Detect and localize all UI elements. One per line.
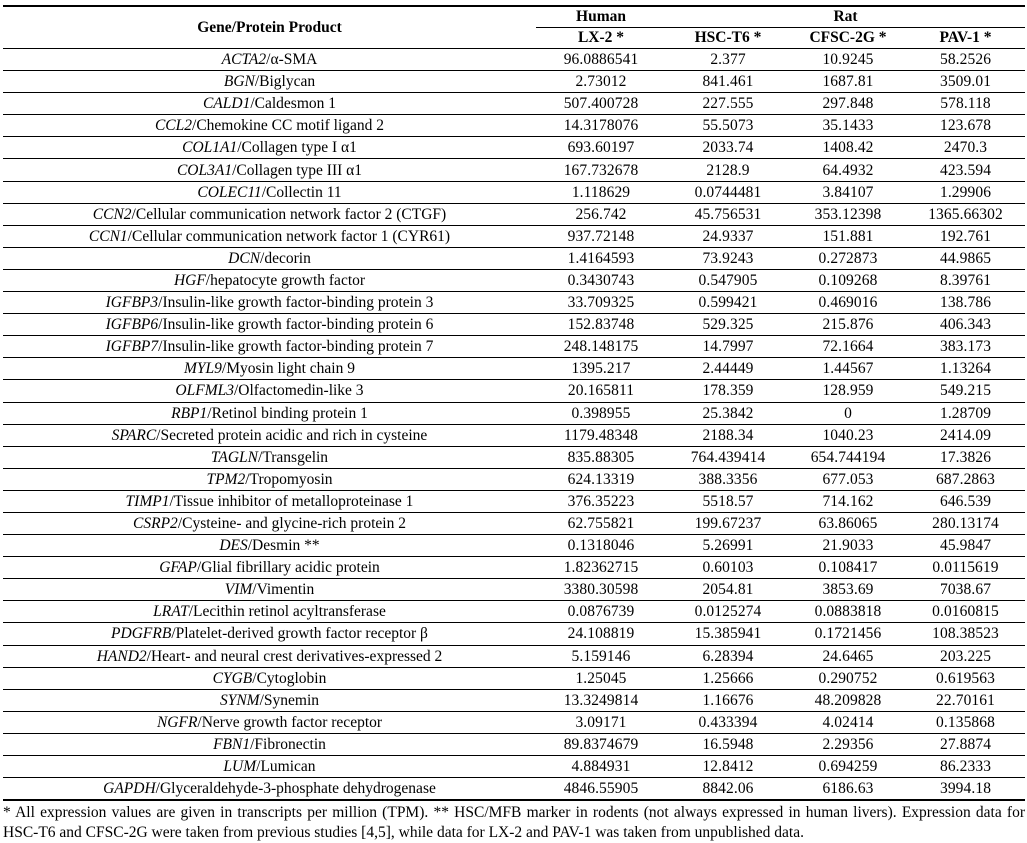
pav-1-value-cell: 3994.18 — [939, 780, 992, 798]
cfsc-2g-value-cell: 0.0883818 — [814, 603, 882, 621]
hsc-t6-value-cell: 2.377 — [710, 51, 746, 69]
gene-symbol: GFAP — [159, 559, 197, 577]
pav-1-value-cell: 86.2333 — [939, 758, 992, 776]
protein-name: /Cytoglobin — [252, 669, 327, 687]
pav-1-value-cell: 549.215 — [939, 382, 992, 400]
table-row — [3, 314, 1025, 336]
document-page — [3, 5, 1025, 843]
table-row — [3, 601, 1025, 623]
cfsc-2g-value-cell: 151.881 — [822, 227, 874, 245]
lx2-value-cell: 376.35223 — [567, 492, 635, 510]
table-row — [3, 159, 1025, 181]
table-row — [3, 468, 1025, 490]
pav-1-value-cell: 17.3826 — [939, 448, 992, 466]
gene-cell — [3, 601, 536, 623]
table-row — [3, 424, 1025, 446]
cfsc-2g-value-cell: 353.12398 — [814, 205, 882, 223]
protein-name: /Platelet-derived growth factor receptor β — [171, 625, 428, 643]
pav-1-value-cell: 280.13174 — [932, 515, 999, 533]
hsc-t6-value-cell: 2054.81 — [702, 581, 754, 599]
table-row — [3, 137, 1025, 159]
hsc-t6-value-cell: 2.44449 — [702, 360, 754, 378]
table-row — [3, 490, 1025, 512]
hsc-t6-value-cell: 227.555 — [702, 95, 754, 113]
gene-cell — [3, 468, 536, 490]
gene-cell — [3, 181, 536, 203]
gene-symbol: DCN — [228, 249, 261, 267]
protein-name: /Desmin ** — [247, 537, 320, 555]
hsc-t6-value-cell: 0.433394 — [698, 713, 758, 731]
table-row — [3, 645, 1025, 667]
gene-cell — [3, 711, 536, 733]
gene-symbol: COL3A1 — [176, 161, 233, 179]
cfsc-2g-value-cell: 0.290752 — [818, 669, 878, 687]
hsc-t6-value-cell: 73.9243 — [702, 249, 754, 267]
cfsc-2g-value-cell: 48.209828 — [814, 691, 882, 709]
gene-cell — [3, 247, 536, 269]
cfsc-2g-value-cell: 654.744194 — [810, 448, 886, 466]
gene-cell — [3, 645, 536, 667]
lx2-value-cell: 624.13319 — [567, 470, 635, 488]
gene-symbol: ACTA2 — [221, 51, 267, 69]
protein-name: /Nerve growth factor receptor — [197, 713, 383, 731]
cfsc-2g-value-cell: 128.959 — [822, 382, 874, 400]
gene-symbol: CCN1 — [88, 227, 128, 245]
table-row — [3, 689, 1025, 711]
lx2-value-cell: 3380.30598 — [563, 581, 639, 599]
lx2-value-cell: 1.118629 — [571, 183, 631, 201]
cfsc-2g-value-cell: 0.694259 — [818, 758, 878, 776]
gene-symbol: TPM2 — [206, 470, 246, 488]
gene-cell — [3, 314, 536, 336]
gene-symbol: BGN — [223, 73, 255, 91]
hsc-t6-value-cell: 2188.34 — [702, 426, 754, 444]
cfsc-2g-value-cell: 10.9245 — [822, 51, 874, 69]
table-row — [3, 49, 1025, 71]
gene-symbol: CALD1 — [202, 95, 251, 113]
hsc-t6-value-cell: 178.359 — [702, 382, 754, 400]
pav-1-value-cell: 8.39761 — [939, 271, 992, 289]
protein-name: /Lumican — [256, 758, 316, 776]
pav-1-value-cell: 687.2863 — [936, 470, 995, 488]
protein-name: /Cellular communication network factor 2 (CTGF) — [131, 205, 447, 223]
protein-name: /Heart- and neural crest derivatives-expressed 2 — [146, 647, 443, 665]
pav-1-value-cell: 138.786 — [939, 294, 992, 312]
gene-cell — [3, 71, 536, 93]
hsc-t6-value-cell: 2033.74 — [702, 139, 754, 157]
pav-1-value-cell: 578.118 — [940, 95, 991, 113]
protein-name: /Insulin-like growth factor-binding protein 6 — [158, 316, 434, 334]
rat-group-header: Rat — [666, 6, 1025, 28]
table-row — [3, 247, 1025, 269]
gene-cell — [3, 756, 536, 778]
lx2-value-cell: 1.25045 — [575, 669, 627, 687]
protein-name: /Cysteine- and glycine-rich protein 2 — [177, 515, 406, 533]
lx2-value-cell: 152.83748 — [567, 316, 635, 334]
pav-1-value-cell: 2470.3 — [943, 139, 988, 157]
pav-1-value-cell: 406.343 — [939, 316, 992, 334]
protein-name: /Tropomyosin — [245, 470, 333, 488]
hsc-t6-value-cell: 0.0125274 — [694, 603, 762, 621]
pav-1-value-cell: 1.28709 — [939, 404, 992, 422]
gene-symbol: OLFML3 — [175, 382, 234, 400]
protein-name: /Fibronectin — [250, 735, 326, 753]
gene-column-header: Gene/Protein Product — [197, 18, 342, 36]
table-row — [3, 336, 1025, 358]
cfsc-2g-value-cell: 72.1664 — [822, 338, 874, 356]
lx2-value-cell: 937.72148 — [567, 227, 635, 245]
gene-symbol: NGFR — [156, 713, 198, 731]
pav-1-value-cell: 0.0160815 — [932, 603, 999, 621]
gene-cell — [3, 512, 536, 534]
pav-1-value-cell: 27.8874 — [939, 735, 992, 753]
pav-1-value-cell: 2414.09 — [939, 426, 992, 444]
table-row — [3, 446, 1025, 468]
hsc-t6-value-cell: 5518.57 — [702, 492, 754, 510]
gene-symbol: DES — [219, 537, 248, 555]
lx2-value-cell: 2.73012 — [575, 73, 627, 91]
lx2-value-cell: 4.884931 — [571, 758, 631, 776]
col-header-pav-1: PAV-1 * — [939, 29, 992, 46]
protein-name: /Secreted protein acidic and rich in cysteine — [156, 426, 428, 444]
table-row — [3, 778, 1025, 801]
protein-name: /Biglycan — [254, 73, 316, 91]
cfsc-2g-value-cell: 677.053 — [822, 470, 874, 488]
pav-1-value-cell: 1.29906 — [939, 183, 992, 201]
cfsc-2g-value-cell: 0.1721456 — [814, 625, 882, 643]
table-body — [3, 49, 1025, 801]
cfsc-2g-value-cell: 63.86065 — [818, 515, 878, 533]
pav-1-value-cell: 203.225 — [939, 647, 992, 665]
lx2-value-cell: 0.3430743 — [567, 271, 635, 289]
hsc-t6-value-cell: 0.60103 — [702, 559, 754, 577]
hsc-t6-value-cell: 8842.06 — [702, 780, 754, 798]
gene-symbol: LUM — [223, 758, 257, 776]
cfsc-2g-value-cell: 24.6465 — [822, 647, 874, 665]
table-row — [3, 579, 1025, 601]
table-row — [3, 292, 1025, 314]
lx2-value-cell: 96.0886541 — [563, 51, 639, 69]
gene-cell — [3, 446, 536, 468]
table-row — [3, 71, 1025, 93]
hsc-t6-value-cell: 15.385941 — [694, 625, 762, 643]
lx2-value-cell: 0.0876739 — [567, 603, 635, 621]
lx2-value-cell: 1.4164593 — [567, 249, 635, 267]
col-header-cfsc-2g: CFSC-2G * — [809, 29, 887, 46]
protein-name: /Caldesmon 1 — [250, 95, 337, 113]
human-group-header: Human — [536, 6, 666, 28]
gene-cell — [3, 380, 536, 402]
table-row — [3, 756, 1025, 778]
gene-symbol: CCN2 — [92, 205, 132, 223]
gene-symbol: COLEC11 — [197, 183, 262, 201]
pav-1-value-cell: 383.173 — [939, 338, 992, 356]
cfsc-2g-value-cell: 6186.63 — [822, 780, 874, 798]
table-footnote: * All expression values are given in transcripts per million (TPM). ** HSC/MFB marker in rodents (not always expressed in human livers). Expression data for HSC-T6 and CFSC-2G were taken from previous studies [4,5], while data for LX-2 and PAV-1 was taken from unpublished data. — [3, 804, 1025, 842]
lx2-value-cell: 507.400728 — [563, 95, 639, 113]
protein-name: /Tissue inhibitor of metalloproteinase 1 — [169, 492, 414, 510]
cfsc-2g-value-cell: 714.162 — [822, 492, 874, 510]
gene-cell — [3, 115, 536, 137]
gene-cell — [3, 535, 536, 557]
gene-cell — [3, 93, 536, 115]
protein-name: /Lecithin retinol acyltransferase — [188, 603, 386, 621]
cfsc-2g-value-cell: 35.1433 — [822, 117, 874, 135]
protein-name: /α-SMA — [266, 51, 318, 69]
table-row — [3, 557, 1025, 579]
cfsc-2g-value-cell: 2.29356 — [822, 735, 874, 753]
cfsc-2g-value-cell: 21.9033 — [822, 537, 874, 555]
gene-symbol: HGF — [173, 271, 206, 289]
table-row — [3, 93, 1025, 115]
gene-symbol: IGFBP3 — [105, 294, 159, 312]
gene-symbol: SYNM — [219, 691, 260, 709]
table-row — [3, 733, 1025, 755]
pav-1-value-cell: 646.539 — [939, 492, 992, 510]
gene-cell — [3, 137, 536, 159]
hsc-t6-value-cell: 841.461 — [702, 73, 754, 91]
cfsc-2g-value-cell: 0.108417 — [818, 559, 878, 577]
hsc-t6-value-cell: 1.16676 — [702, 691, 754, 709]
lx2-value-cell: 0.1318046 — [567, 537, 635, 555]
protein-name: /Myosin light chain 9 — [221, 360, 355, 378]
pav-1-value-cell: 0.0115619 — [932, 559, 999, 577]
table-row — [3, 623, 1025, 645]
protein-name: /Synemin — [259, 691, 320, 709]
gene-expression-table — [3, 5, 1025, 801]
cfsc-2g-value-cell: 297.848 — [822, 95, 874, 113]
protein-name: /Insulin-like growth factor-binding protein 7 — [158, 338, 434, 356]
lx2-value-cell: 4846.55905 — [563, 780, 639, 798]
protein-name: /Glial fibrillary acidic protein — [196, 559, 380, 577]
table-row — [3, 512, 1025, 534]
table-row — [3, 667, 1025, 689]
gene-cell — [3, 424, 536, 446]
gene-symbol: RBP1 — [171, 404, 208, 422]
protein-name: /Olfactomedin-like 3 — [234, 382, 364, 400]
cfsc-2g-value-cell: 64.4932 — [822, 161, 874, 179]
hsc-t6-value-cell: 0.599421 — [698, 294, 758, 312]
lx2-value-cell: 248.148175 — [563, 338, 639, 356]
table-row — [3, 115, 1025, 137]
hsc-t6-value-cell: 14.7997 — [702, 338, 754, 356]
gene-symbol: TAGLN — [210, 448, 259, 466]
gene-symbol: TIMP1 — [125, 492, 170, 510]
protein-name: /hepatocyte growth factor — [205, 271, 366, 289]
protein-name: /Glyceraldehyde-3-phosphate dehydrogenase — [155, 780, 436, 798]
hsc-t6-value-cell: 2128.9 — [706, 161, 750, 179]
col-header-hsc-t6: HSC-T6 * — [694, 29, 762, 46]
table-row — [3, 711, 1025, 733]
pav-1-value-cell: 44.9865 — [939, 249, 992, 267]
cfsc-2g-value-cell: 0 — [844, 404, 852, 422]
table-row — [3, 225, 1025, 247]
cfsc-2g-value-cell: 0.272873 — [818, 249, 878, 267]
hsc-t6-value-cell: 55.5073 — [702, 117, 754, 135]
pav-1-value-cell: 45.9847 — [939, 537, 992, 555]
table-row — [3, 358, 1025, 380]
protein-name: /Retinol binding protein 1 — [207, 404, 368, 422]
pav-1-value-cell: 58.2526 — [939, 51, 992, 69]
cfsc-2g-value-cell: 0.469016 — [818, 294, 878, 312]
protein-name: /decorin — [260, 249, 311, 267]
lx2-value-cell: 62.755821 — [567, 515, 635, 533]
pav-1-value-cell: 3509.01 — [939, 73, 992, 91]
gene-cell — [3, 490, 536, 512]
gene-cell — [3, 778, 536, 801]
gene-cell — [3, 667, 536, 689]
gene-cell — [3, 358, 536, 380]
hsc-t6-value-cell: 24.9337 — [702, 227, 754, 245]
pav-1-value-cell: 1365.66302 — [928, 205, 1003, 223]
hsc-t6-value-cell: 16.5948 — [702, 735, 754, 753]
gene-cell — [3, 269, 536, 291]
lx2-value-cell: 5.159146 — [571, 647, 631, 665]
gene-symbol: IGFBP7 — [105, 338, 159, 356]
hsc-t6-value-cell: 45.756531 — [694, 205, 762, 223]
hsc-t6-value-cell: 5.26991 — [702, 537, 754, 555]
cfsc-2g-value-cell: 215.876 — [822, 316, 874, 334]
lx2-value-cell: 14.3178076 — [563, 117, 639, 135]
gene-symbol: SPARC — [111, 426, 157, 444]
lx2-value-cell: 89.8374679 — [563, 735, 639, 753]
protein-name: /Cellular communication network factor 1 (CYR61) — [127, 227, 451, 245]
hsc-t6-value-cell: 25.3842 — [702, 404, 754, 422]
table-row — [3, 535, 1025, 557]
gene-symbol: CYGB — [212, 669, 253, 687]
gene-symbol: VIM — [224, 581, 253, 599]
hsc-t6-value-cell: 199.67237 — [694, 515, 762, 533]
gene-cell — [3, 225, 536, 247]
lx2-value-cell: 693.60197 — [567, 139, 635, 157]
pav-1-value-cell: 192.761 — [939, 227, 992, 245]
gene-cell — [3, 557, 536, 579]
cfsc-2g-value-cell: 4.02414 — [822, 713, 874, 731]
lx2-value-cell: 1179.48348 — [563, 426, 639, 444]
lx2-value-cell: 256.742 — [575, 205, 627, 223]
protein-name: /Insulin-like growth factor-binding protein 3 — [158, 294, 434, 312]
cfsc-2g-value-cell: 3853.69 — [822, 581, 874, 599]
cfsc-2g-value-cell: 3.84107 — [822, 183, 874, 201]
pav-1-value-cell: 7038.67 — [939, 581, 992, 599]
gene-symbol: COL1A1 — [182, 139, 238, 157]
gene-cell — [3, 579, 536, 601]
table-row — [3, 181, 1025, 203]
gene-symbol: HAND2 — [96, 647, 147, 665]
gene-symbol: CSRP2 — [133, 515, 178, 533]
pav-1-value-cell: 0.135868 — [936, 713, 995, 731]
pav-1-value-cell: 423.594 — [939, 161, 992, 179]
table-row — [3, 402, 1025, 424]
gene-cell — [3, 159, 536, 181]
table-row — [3, 203, 1025, 225]
cfsc-2g-value-cell: 1408.42 — [822, 139, 874, 157]
pav-1-value-cell: 22.70161 — [936, 691, 995, 709]
gene-cell — [3, 336, 536, 358]
gene-cell — [3, 203, 536, 225]
lx2-value-cell: 3.09171 — [575, 713, 627, 731]
protein-name: /Chemokine CC motif ligand 2 — [192, 117, 385, 135]
hsc-t6-value-cell: 529.325 — [702, 316, 754, 334]
gene-symbol: PDGFRB — [111, 625, 172, 643]
cfsc-2g-value-cell: 1687.81 — [822, 73, 874, 91]
hsc-t6-value-cell: 0.0744481 — [694, 183, 762, 201]
lx2-value-cell: 0.398955 — [571, 404, 631, 422]
gene-cell — [3, 402, 536, 424]
cfsc-2g-value-cell: 1040.23 — [822, 426, 874, 444]
protein-name: /Vimentin — [252, 581, 315, 599]
lx2-value-cell: 13.3249814 — [563, 691, 639, 709]
lx2-value-cell: 33.709325 — [567, 294, 635, 312]
gene-symbol: GAPDH — [103, 780, 156, 798]
gene-symbol: MYL9 — [184, 360, 222, 378]
hsc-t6-value-cell: 12.8412 — [702, 758, 754, 776]
lx2-value-cell: 24.108819 — [567, 625, 635, 643]
hsc-t6-value-cell: 6.28394 — [702, 647, 754, 665]
gene-cell — [3, 689, 536, 711]
lx2-value-cell: 20.165811 — [567, 382, 635, 400]
pav-1-value-cell: 1.13264 — [939, 360, 992, 378]
lx2-value-cell: 1395.217 — [571, 360, 631, 378]
gene-symbol: LRAT — [153, 603, 189, 621]
header-row-species — [3, 6, 1025, 28]
lx2-value-cell: 835.88305 — [567, 448, 635, 466]
hsc-t6-value-cell: 764.439414 — [690, 448, 766, 466]
gene-cell — [3, 49, 536, 71]
pav-1-value-cell: 108.38523 — [932, 625, 999, 643]
gene-symbol: FBN1 — [213, 735, 251, 753]
gene-cell — [3, 733, 536, 755]
hsc-t6-value-cell: 388.3356 — [698, 470, 758, 488]
pav-1-value-cell: 0.619563 — [936, 669, 995, 687]
table-header — [3, 6, 1025, 49]
hsc-t6-value-cell: 0.547905 — [698, 271, 758, 289]
pav-1-value-cell: 123.678 — [939, 117, 992, 135]
cfsc-2g-value-cell: 1.44567 — [822, 360, 874, 378]
protein-name: /Collagen type I α1 — [237, 139, 357, 157]
col-header-lx2: LX-2 * — [577, 29, 625, 46]
protein-name: /Transgelin — [258, 448, 329, 466]
gene-symbol: IGFBP6 — [105, 316, 159, 334]
hsc-t6-value-cell: 1.25666 — [702, 669, 754, 687]
protein-name: /Collagen type III α1 — [232, 161, 363, 179]
table-row — [3, 380, 1025, 402]
table-row — [3, 269, 1025, 291]
lx2-value-cell: 1.82362715 — [563, 559, 639, 577]
cfsc-2g-value-cell: 0.109268 — [818, 271, 878, 289]
gene-cell — [3, 292, 536, 314]
gene-symbol: CCL2 — [154, 117, 193, 135]
lx2-value-cell: 167.732678 — [563, 161, 639, 179]
protein-name: /Collectin 11 — [261, 183, 342, 201]
gene-cell — [3, 623, 536, 645]
